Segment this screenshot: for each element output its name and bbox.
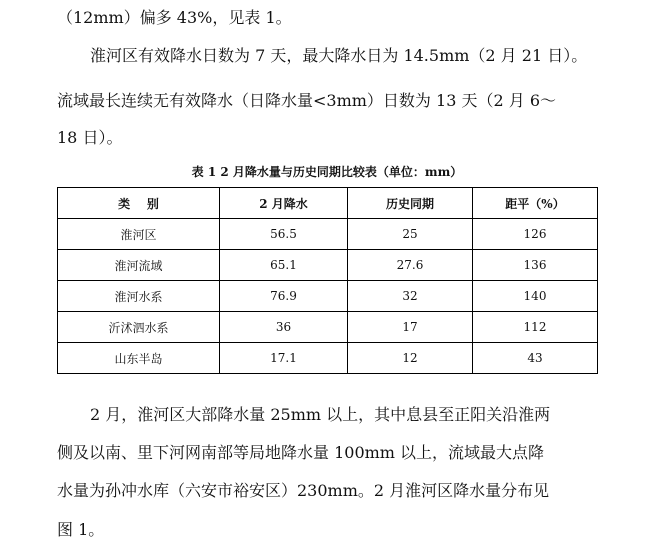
- cell-anomaly: 43: [473, 343, 598, 374]
- cell-category: 山东半岛: [58, 343, 220, 374]
- cell-category: 沂沭泗水系: [58, 312, 220, 343]
- cell-feb-precip: 17.1: [220, 343, 348, 374]
- precipitation-table: [57, 187, 598, 374]
- cell-anomaly: 136: [473, 250, 598, 281]
- text-line: 图 1。: [57, 520, 105, 539]
- table-row: [58, 250, 598, 281]
- table-header-row: [58, 188, 598, 219]
- header-historical: 历史同期: [348, 188, 473, 219]
- table-row: [58, 219, 598, 250]
- text-line: 18 日）。: [57, 128, 123, 147]
- header-category: 类 别: [58, 188, 220, 219]
- cell-anomaly: 126: [473, 219, 598, 250]
- cell-feb-precip: 36: [220, 312, 348, 343]
- cell-historical: 25: [348, 219, 473, 250]
- cell-category: 淮河区: [58, 219, 220, 250]
- cell-category: 淮河流域: [58, 250, 220, 281]
- text-line: 侧及以南、里下河网南部等局地降水量 100mm 以上，流域最大点降: [57, 443, 545, 462]
- text-line: 2 月，淮河区大部降水量 25mm 以上，其中息县至正阳关沿淮两: [90, 405, 551, 424]
- table-row: [58, 343, 598, 374]
- cell-historical: 17: [348, 312, 473, 343]
- cell-historical: 32: [348, 281, 473, 312]
- cell-feb-precip: 65.1: [220, 250, 348, 281]
- table-row: [58, 312, 598, 343]
- cell-anomaly: 140: [473, 281, 598, 312]
- text-line: 水量为孙冲水库（六安市裕安区）230mm。2 月淮河区降水量分布见: [57, 481, 550, 500]
- text-line: 流域最长连续无有效降水（日降水量<3mm）日数为 13 天（2 月 6～: [57, 91, 556, 110]
- table-row: [58, 281, 598, 312]
- header-feb-precip: 2 月降水: [220, 188, 348, 219]
- text-line: （12mm）偏多 43%，见表 1。: [57, 8, 292, 27]
- cell-historical: 12: [348, 343, 473, 374]
- cell-anomaly: 112: [473, 312, 598, 343]
- header-anomaly: 距平（%）: [473, 188, 598, 219]
- cell-historical: 27.6: [348, 250, 473, 281]
- text-line: 淮河区有效降水日数为 7 天，最大降水日为 14.5mm（2 月 21 日）。: [90, 46, 588, 65]
- cell-feb-precip: 76.9: [220, 281, 348, 312]
- cell-feb-precip: 56.5: [220, 219, 348, 250]
- table-caption: 表 1 2 月降水量与历史同期比较表（单位：mm）: [191, 165, 463, 179]
- cell-category: 淮河水系: [58, 281, 220, 312]
